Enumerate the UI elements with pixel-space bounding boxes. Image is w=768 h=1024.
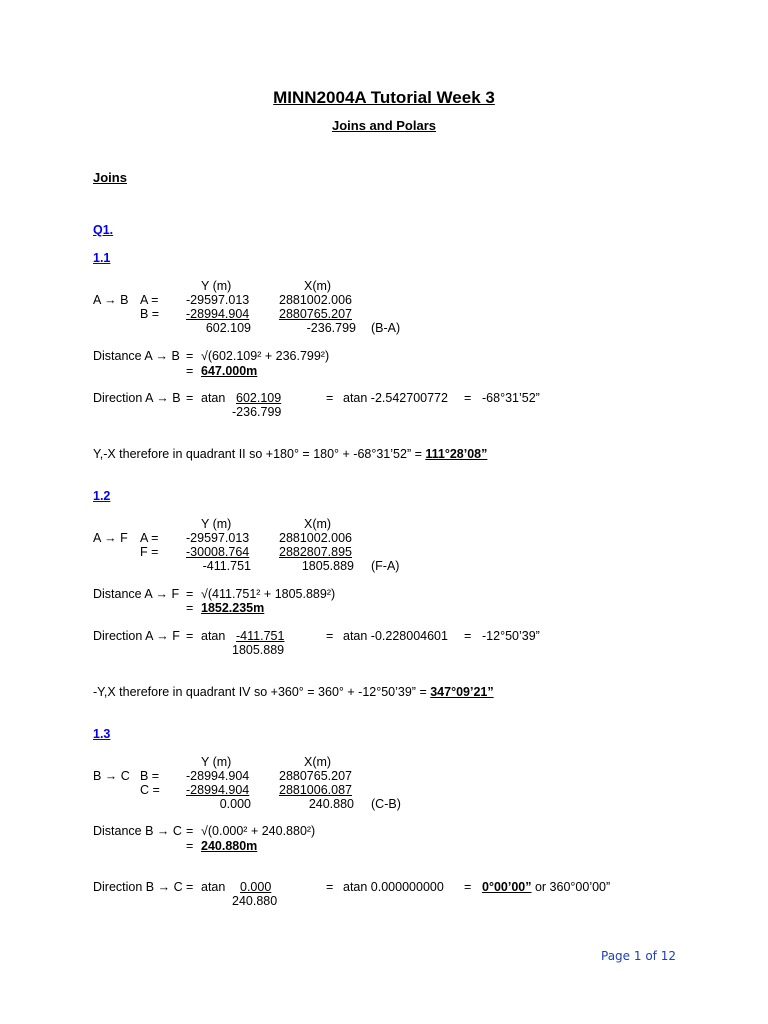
distance-result: 240.880m bbox=[201, 839, 258, 853]
atan-value: atan -2.542700772 bbox=[343, 391, 448, 405]
row-c-x: 2881006.087 bbox=[279, 783, 352, 797]
direction-label: Direction A → F bbox=[93, 629, 180, 643]
equals-sign: = bbox=[464, 629, 472, 643]
difference-y: -411.751 bbox=[202, 559, 251, 573]
fraction-numerator: -411.751 bbox=[236, 629, 285, 643]
row-a-y: -29597.013 bbox=[186, 531, 250, 545]
fraction-denominator: -236.799 bbox=[232, 405, 282, 419]
row-a-x: 2881002.006 bbox=[279, 293, 352, 307]
column-header-y: Y (m) bbox=[201, 279, 232, 293]
page-title: MINN2004A Tutorial Week 3 bbox=[273, 88, 495, 107]
atan-value: atan 0.000000000 bbox=[343, 880, 444, 894]
atan-label: atan bbox=[201, 880, 226, 894]
subsection-link-1-3[interactable]: 1.3 bbox=[93, 727, 111, 741]
section-heading-joins: Joins bbox=[93, 170, 127, 185]
fraction-denominator: 240.880 bbox=[232, 894, 278, 908]
fraction-denominator: 1805.889 bbox=[232, 643, 285, 657]
fraction-numerator: 0.000 bbox=[240, 880, 272, 894]
join-pair-label: A → B bbox=[93, 293, 129, 307]
row-a-y: -29597.013 bbox=[186, 293, 250, 307]
column-header-y: Y (m) bbox=[201, 517, 232, 531]
equals-sign: = bbox=[186, 349, 194, 363]
row-label-a: A = bbox=[140, 531, 159, 545]
quadrant-statement: Y,-X therefore in quadrant II so +180° = 180° + -68°31’52” = bbox=[93, 447, 422, 461]
row-b-x: 2880765.207 bbox=[279, 769, 352, 783]
equals-sign: = bbox=[186, 391, 194, 405]
distance-label: Distance A → F bbox=[93, 587, 180, 601]
difference-x: 240.880 bbox=[308, 797, 354, 811]
equals-sign: = bbox=[326, 391, 334, 405]
atan-label: atan bbox=[201, 391, 226, 405]
equals-sign: = bbox=[186, 601, 194, 615]
difference-note: (F-A) bbox=[371, 559, 400, 573]
subsection-link-1-2[interactable]: 1.2 bbox=[93, 489, 111, 503]
difference-note: (B-A) bbox=[371, 321, 401, 335]
equals-sign: = bbox=[326, 629, 334, 643]
quadrant-text bbox=[93, 685, 494, 699]
quadrant-statement: -Y,X therefore in quadrant IV so +360° = 360° + -12°50’39” = bbox=[93, 685, 427, 699]
row-label-b: B = bbox=[140, 307, 160, 321]
direction-result: 0°00’00” bbox=[482, 880, 532, 894]
difference-y: 602.109 bbox=[205, 321, 251, 335]
direction-result: -12°50’39” bbox=[482, 629, 540, 643]
equals-sign: = bbox=[464, 391, 472, 405]
row-label-f: F = bbox=[140, 545, 159, 559]
page-number: Page 1 of 12 bbox=[601, 949, 676, 963]
difference-x: -236.799 bbox=[306, 321, 356, 335]
question-link-q1[interactable]: Q1. bbox=[93, 223, 114, 237]
atan-label: atan bbox=[201, 629, 226, 643]
column-header-y: Y (m) bbox=[201, 755, 232, 769]
direction-label: Direction B → C bbox=[93, 880, 183, 894]
row-label-a: A = bbox=[140, 293, 159, 307]
direction-label: Direction A → B bbox=[93, 391, 181, 405]
bearing-result: 111°28’08” bbox=[425, 447, 488, 461]
fraction-numerator: 602.109 bbox=[236, 391, 282, 405]
bearing-result: 347°09’21” bbox=[430, 685, 494, 699]
equals-sign: = bbox=[186, 587, 194, 601]
quadrant-text bbox=[93, 447, 487, 461]
atan-value: atan -0.228004601 bbox=[343, 629, 448, 643]
difference-x: 1805.889 bbox=[301, 559, 354, 573]
direction-result: -68°31’52” bbox=[482, 391, 540, 405]
distance-formula: √(0.000² + 240.880²) bbox=[201, 824, 316, 838]
column-header-x: X(m) bbox=[304, 517, 332, 531]
distance-label: Distance A → B bbox=[93, 349, 180, 363]
difference-note: (C-B) bbox=[371, 797, 401, 811]
row-label-c: C = bbox=[140, 783, 160, 797]
row-b-y: -28994.904 bbox=[186, 769, 250, 783]
distance-result: 647.000m bbox=[201, 364, 258, 378]
subsection-link-1-1[interactable]: 1.1 bbox=[93, 251, 111, 265]
distance-label: Distance B → C bbox=[93, 824, 182, 838]
distance-result: 1852.235m bbox=[201, 601, 265, 615]
page-subtitle: Joins and Polars bbox=[331, 118, 437, 133]
equals-sign: = bbox=[186, 629, 194, 643]
direction-alternative: or 360°00’00” bbox=[534, 880, 611, 894]
distance-formula: √(411.751² + 1805.889²) bbox=[201, 587, 336, 601]
column-header-x: X(m) bbox=[304, 279, 332, 293]
equals-sign: = bbox=[326, 880, 334, 894]
row-b-y: -28994.904 bbox=[186, 307, 250, 321]
join-pair-label: A → F bbox=[93, 531, 128, 545]
equals-sign: = bbox=[464, 880, 472, 894]
row-label-b: B = bbox=[140, 769, 160, 783]
row-f-x: 2882807.895 bbox=[279, 545, 352, 559]
row-f-y: -30008.764 bbox=[186, 545, 250, 559]
equals-sign: = bbox=[186, 364, 194, 378]
join-pair-label: B → C bbox=[93, 769, 130, 783]
column-header-x: X(m) bbox=[304, 755, 332, 769]
equals-sign: = bbox=[186, 839, 194, 853]
equals-sign: = bbox=[186, 880, 194, 894]
row-c-y: -28994.904 bbox=[186, 783, 250, 797]
difference-y: 0.000 bbox=[219, 797, 251, 811]
row-a-x: 2881002.006 bbox=[279, 531, 352, 545]
direction-result-line bbox=[482, 880, 610, 894]
row-b-x: 2880765.207 bbox=[279, 307, 352, 321]
equals-sign: = bbox=[186, 824, 194, 838]
distance-formula: √(602.109² + 236.799²) bbox=[201, 349, 330, 363]
